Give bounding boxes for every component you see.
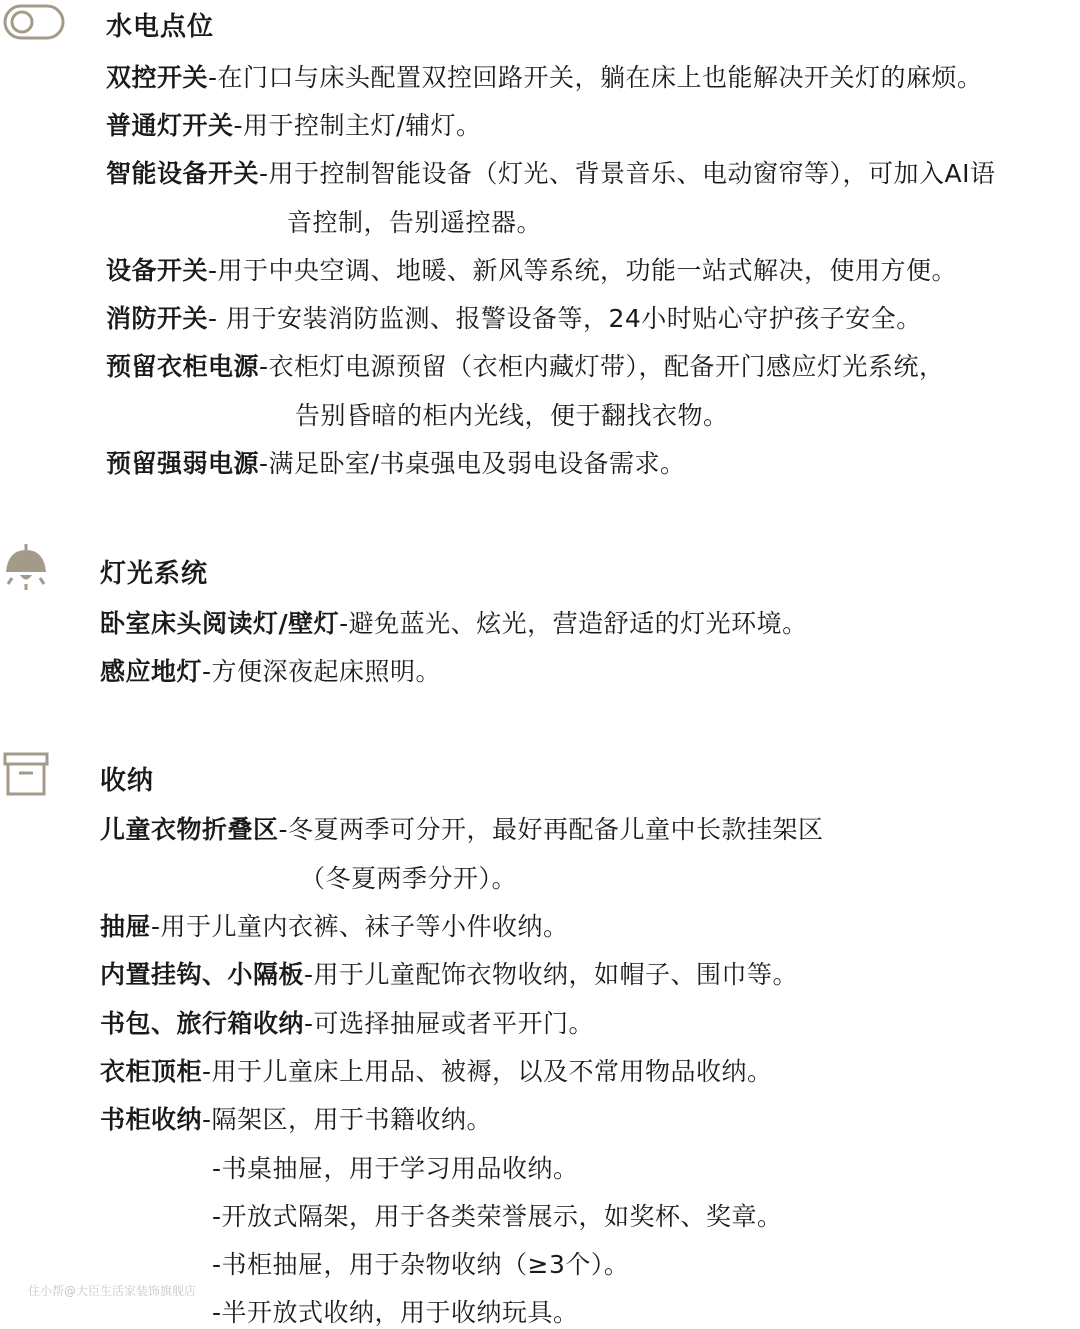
toggle-switch-icon — [3, 4, 65, 40]
ceiling-lamp-icon — [4, 544, 48, 592]
list-item: 感应地灯-方便深夜起床照明。 — [100, 657, 442, 686]
sub-list-item: -半开放式收纳，用于收纳玩具。 — [212, 1298, 579, 1327]
list-item: 消防开关- 用于安装消防监测、报警设备等，24小时贴心守护孩子安全。 — [106, 304, 922, 333]
section-heading-water-electric: 水电点位 — [106, 12, 215, 42]
list-item: 预留强弱电源-满足卧室/书桌强电及弱电设备需求。 — [106, 449, 686, 478]
list-item: 书柜收纳-隔架区，用于书籍收纳。 — [100, 1105, 493, 1134]
list-item: 设备开关-用于中央空调、地暖、新风等系统，功能一站式解决，使用方便。 — [106, 256, 958, 285]
sub-list-item: -书柜抽屉，用于杂物收纳（≥3个）。 — [212, 1250, 630, 1279]
list-item-continuation: 音控制，告别遥控器。 — [287, 208, 543, 237]
list-item: 内置挂钩、小隔板-用于儿童配饰衣物收纳，如帽子、围巾等。 — [100, 960, 799, 989]
list-item: 卧室床头阅读灯/壁灯-避免蓝光、炫光，营造舒适的灯光环境。 — [100, 609, 808, 638]
list-item: 书包、旅行箱收纳-可选择抽屉或者平开门。 — [100, 1009, 595, 1038]
list-item: 抽屉-用于儿童内衣裤、袜子等小件收纳。 — [100, 912, 569, 941]
section-heading-lighting: 灯光系统 — [100, 559, 209, 589]
watermark: 住小帮@大臣生活家装饰旗舰店 — [28, 1284, 197, 1298]
list-item: 预留衣柜电源-衣柜灯电源预留（衣柜内藏灯带），配备开门感应灯光系统， — [106, 352, 945, 381]
list-item: 普通灯开关-用于控制主灯/辅灯。 — [106, 111, 482, 140]
storage-box-icon — [3, 752, 49, 796]
section-heading-storage: 收纳 — [100, 766, 155, 796]
sub-list-item: -书桌抽屉，用于学习用品收纳。 — [212, 1154, 579, 1183]
list-item: 智能设备开关-用于控制智能设备（灯光、背景音乐、电动窗帘等），可加入AI语 — [106, 159, 996, 188]
list-item: 衣柜顶柜-用于儿童床上用品、被褥，以及不常用物品收纳。 — [100, 1057, 773, 1086]
list-item-continuation: （冬夏两季分开）。 — [300, 864, 518, 893]
list-item: 双控开关-在门口与床头配置双控回路开关，躺在床上也能解决开关灯的麻烦。 — [106, 63, 983, 92]
list-item: 儿童衣物折叠区-冬夏两季可分开，最好再配备儿童中长款挂架区 — [100, 815, 824, 844]
list-item-continuation: 告别昏暗的柜内光线，便于翻找衣物。 — [295, 401, 729, 430]
sub-list-item: -开放式隔架，用于各类荣誉展示，如奖杯、奖章。 — [212, 1202, 783, 1231]
